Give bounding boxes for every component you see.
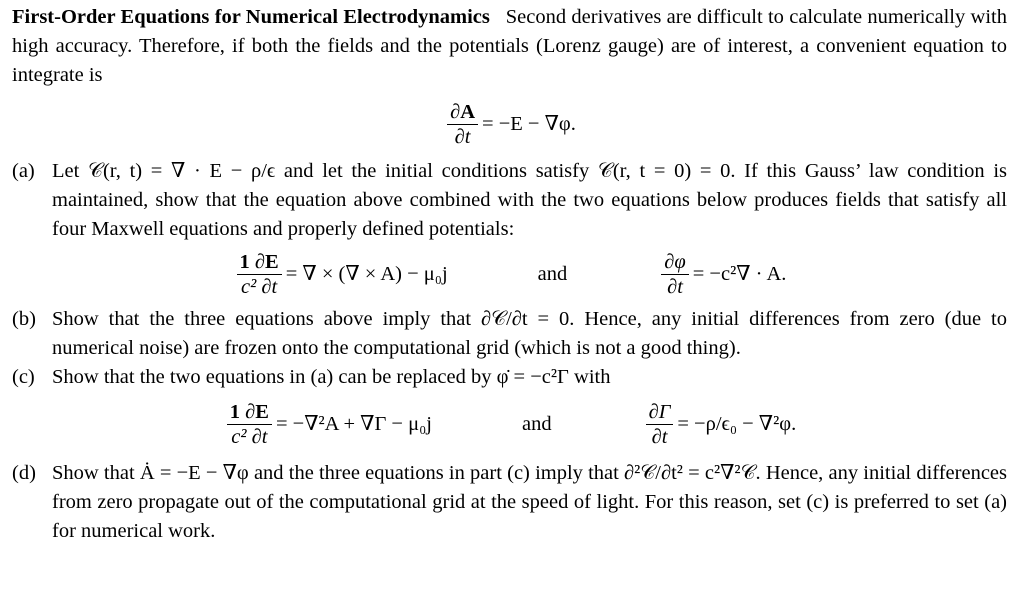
- part-label: (b): [12, 308, 36, 330]
- eq-rhs: = −ρ/ϵ₀ − ∇²φ.: [677, 413, 797, 435]
- equation-1: [12, 100, 1007, 149]
- part-label: (a): [12, 160, 35, 182]
- part-label: (d): [12, 462, 36, 484]
- eq-numerator: 1 ∂E: [227, 400, 272, 425]
- part-text: Show that Ȧ = −E − ∇φ and the three equations in part (c) imply that ∂²𝒞/∂t² = c²∇²𝒞. Hence, any initial differences from zero propagate out of the computational grid at the speed of light. For this reason, set (c) is preferred to set (a) for numerical work.: [52, 462, 1007, 542]
- eq-denominator: ∂t: [651, 426, 668, 448]
- part-text: Let 𝒞(r, t) = ∇ · E − ρ/ϵ and let the initial conditions satisfy 𝒞(r, t = 0) = 0. If this Gauss’ law condition is maintained, show that the equation above combined with the two equations below produces fields that satisfy all four Maxwell equations and properly defined potentials:: [52, 160, 1007, 240]
- part-text: Show that the two equations in (a) can be replaced by φ̇ = −c²Γ with: [52, 366, 611, 388]
- eq-denominator: c² ∂t: [241, 276, 278, 298]
- eq1-rhs: = −E − ∇φ.: [482, 113, 576, 135]
- document: [12, 3, 1007, 546]
- section-title: First-Order Equations for Numerical Electrodynamics: [12, 6, 490, 28]
- equation-a: [12, 250, 1007, 299]
- eq-rhs: = −c²∇ · A.: [692, 263, 787, 285]
- part-text: Show that the three equations above imply that ∂𝒞/∂t = 0. Hence, any initial differences from zero (due to numerical noise) are frozen onto the computational grid (which is not a good thing).: [52, 308, 1007, 359]
- eq-numerator: ∂φ: [661, 250, 688, 275]
- eq-numerator: 1 ∂E: [237, 250, 282, 275]
- and-text: and: [521, 413, 552, 435]
- eq1-numerator: ∂A: [447, 100, 478, 125]
- eq1-denominator: ∂t: [454, 126, 471, 148]
- part-label: (c): [12, 366, 35, 388]
- and-text: and: [537, 263, 568, 285]
- eq-denominator: c² ∂t: [231, 426, 268, 448]
- part-c: [12, 363, 1007, 392]
- part-b: [12, 305, 1007, 363]
- eq-rhs: = −∇²A + ∇Γ − μ₀j: [275, 413, 432, 435]
- equation-c: [12, 400, 1007, 449]
- eq-numerator: ∂Γ: [646, 400, 674, 425]
- eq-rhs: = ∇ × (∇ × A) − μ₀j: [285, 263, 448, 285]
- eq-denominator: ∂t: [667, 276, 683, 298]
- intro-paragraph: [12, 3, 1007, 90]
- intro-text: Second derivatives are difficult to calculate numerically with high accuracy. Therefore, if both the fields and the potentials (Lorenz gauge) are of interest, a convenient equation to integrate is: [12, 6, 1008, 86]
- part-d: [12, 459, 1007, 546]
- part-a: [12, 157, 1007, 244]
